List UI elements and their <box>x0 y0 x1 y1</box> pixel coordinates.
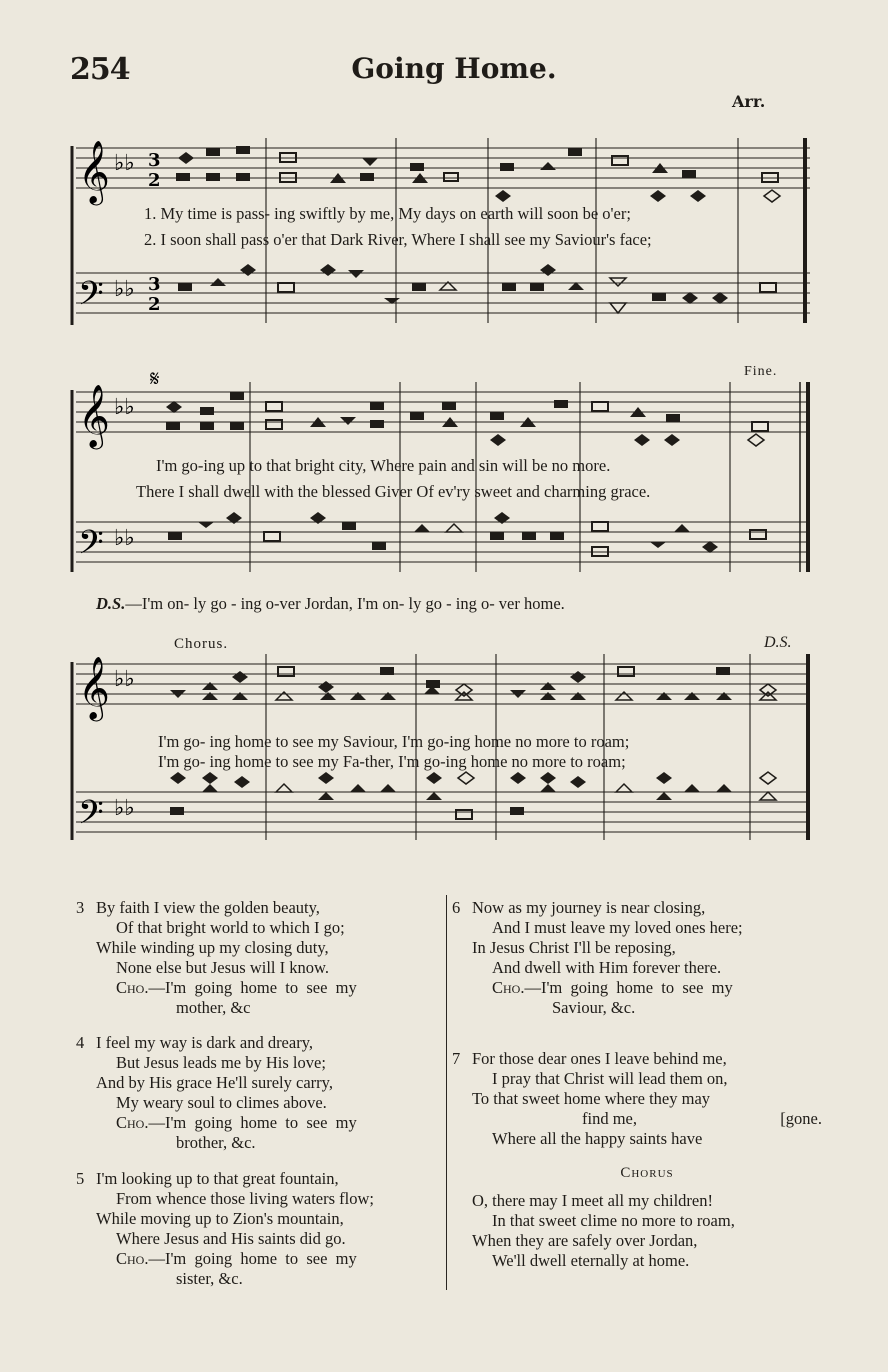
verse-line: Of that bright world to which I go; <box>116 918 345 937</box>
final-chorus-title: Chorus <box>620 1165 674 1181</box>
verse-line: My weary soul to climes above. <box>116 1093 327 1112</box>
verse-4 <box>76 1033 466 1153</box>
verse-line: Now as my journey is near closing, <box>472 898 706 917</box>
verse-line: None else but Jesus will I know. <box>116 958 329 977</box>
system-3-lyric-verse-1: I'm go- ing home to see my Saviour, I'm go-ing home no more to roam; <box>158 732 630 751</box>
verse-line: To that sweet home where they may <box>472 1089 711 1108</box>
chorus-line: In that sweet clime no more to roam, <box>492 1211 735 1230</box>
ds-prefix: D.S. <box>96 594 126 613</box>
arranger-label: Arr. <box>732 92 766 111</box>
verse-line: I feel my way is dark and dreary, <box>96 1033 314 1052</box>
svg-text:3: 3 <box>148 274 161 295</box>
verse-line: Where Jesus and His saints did go. <box>116 1229 346 1248</box>
cho-label: Cho. <box>116 978 149 997</box>
verse-3 <box>76 898 466 1018</box>
page-number: 254 <box>70 52 130 87</box>
verse-line: And by His grace He'll surely carry, <box>96 1073 333 1092</box>
cho-label: Cho. <box>492 978 525 997</box>
cho-label: Cho. <box>116 1249 149 1268</box>
svg-text:𝄞: 𝄞 <box>78 384 110 447</box>
svg-text:2: 2 <box>148 294 161 315</box>
cho-text-cont: Saviour, &c. <box>552 998 636 1017</box>
system-1-lyric-verse-2: 2. I soon shall pass o'er that Dark River, Where I shall see my Saviour's face; <box>144 230 652 249</box>
verse-5 <box>76 1169 466 1289</box>
cho-text: —I'm going home to see my <box>148 1113 357 1132</box>
chorus-label: Chorus. <box>174 636 229 652</box>
chorus-line: We'll dwell eternally at home. <box>492 1251 690 1270</box>
svg-text:𝄢: 𝄢 <box>78 524 104 570</box>
fine-marking: Fine. <box>744 364 778 379</box>
svg-text:3: 3 <box>148 150 161 171</box>
svg-text:♭♭: ♭♭ <box>114 667 135 692</box>
svg-text:♭♭: ♭♭ <box>114 151 135 176</box>
verse-line: While moving up to Zion's mountain, <box>96 1209 344 1228</box>
system-1-lyric-verse-1: 1. My time is pass- ing swiftly by me, My days on earth will soon be o'er; <box>144 204 631 223</box>
verse-line: For those dear ones I leave behind me, <box>472 1049 727 1068</box>
verse-line: Where all the happy saints have <box>492 1129 703 1148</box>
verse-line: And I must leave my loved ones here; <box>492 918 743 937</box>
verse-number: 7 <box>452 1049 461 1068</box>
chorus-line: O, there may I meet all my children! <box>472 1191 713 1210</box>
system-2-lyric-verse-1: I'm go-ing up to that bright city, Where pain and sin will be no more. <box>156 456 611 475</box>
cho-text: —I'm going home to see my <box>148 978 357 997</box>
svg-text:𝄢: 𝄢 <box>78 794 104 840</box>
svg-text:𝄞: 𝄞 <box>78 656 110 719</box>
verse-6 <box>452 898 822 1018</box>
verse-line: I pray that Christ will lead them on, <box>492 1069 728 1088</box>
cho-text: —I'm going home to see my <box>148 1249 357 1268</box>
chorus-cue <box>96 1249 466 1269</box>
system-3-lyric-verse-2: I'm go- ing home to see my Fa-ther, I'm go-ing home no more to roam; <box>158 752 626 771</box>
system-2-lyric-verse-2: There I shall dwell with the blessed Giver Of ev'ry sweet and charming grace. <box>136 482 651 501</box>
cho-text-cont: brother, &c. <box>176 1133 256 1152</box>
svg-text:♭♭: ♭♭ <box>114 395 135 420</box>
verse-line-split <box>472 1109 822 1129</box>
svg-text:♭♭: ♭♭ <box>114 526 135 551</box>
svg-text:𝄞: 𝄞 <box>78 140 110 203</box>
verse-line: From whence those living waters flow; <box>116 1189 374 1208</box>
verse-number: 3 <box>76 898 85 917</box>
ds-label: D.S. <box>764 634 792 651</box>
chorus-cue <box>96 1113 466 1133</box>
svg-text:♭♭: ♭♭ <box>114 277 135 302</box>
svg-text:♭♭: ♭♭ <box>114 796 135 821</box>
verse-line: And dwell with Him forever there. <box>492 958 722 977</box>
cho-text-cont: mother, &c <box>176 998 251 1017</box>
verse-number: 4 <box>76 1033 85 1052</box>
cho-text: —I'm going home to see my <box>524 978 733 997</box>
verse-line: By faith I view the golden beauty, <box>96 898 320 917</box>
verse-line: But Jesus leads me by His love; <box>116 1053 326 1072</box>
svg-text:𝄢: 𝄢 <box>78 275 104 321</box>
verse-number: 5 <box>76 1169 85 1188</box>
verse-line: While winding up my closing duty, <box>96 938 329 957</box>
verse-line-part: find me, <box>582 1109 637 1128</box>
verse-number: 6 <box>452 898 461 917</box>
hymn-title: Going Home. <box>351 52 557 85</box>
verse-line: I'm looking up to that great fountain, <box>96 1169 339 1188</box>
ds-lyric-text: —I'm on- ly go - ing o-ver Jordan, I'm on- ly go - ing o- ver home. <box>125 594 565 613</box>
segno-sign: 𝄋 <box>150 367 160 392</box>
cho-label: Cho. <box>116 1113 149 1132</box>
chorus-cue <box>96 978 466 998</box>
cho-text-cont: sister, &c. <box>176 1269 243 1288</box>
verse-7 <box>452 1049 822 1271</box>
svg-text:2: 2 <box>148 170 161 191</box>
chorus-line: When they are safely over Jordan, <box>472 1231 698 1250</box>
verse-line-part: [gone. <box>780 1109 822 1128</box>
verse-line: In Jesus Christ I'll be reposing, <box>472 938 676 957</box>
chorus-cue <box>472 978 822 998</box>
